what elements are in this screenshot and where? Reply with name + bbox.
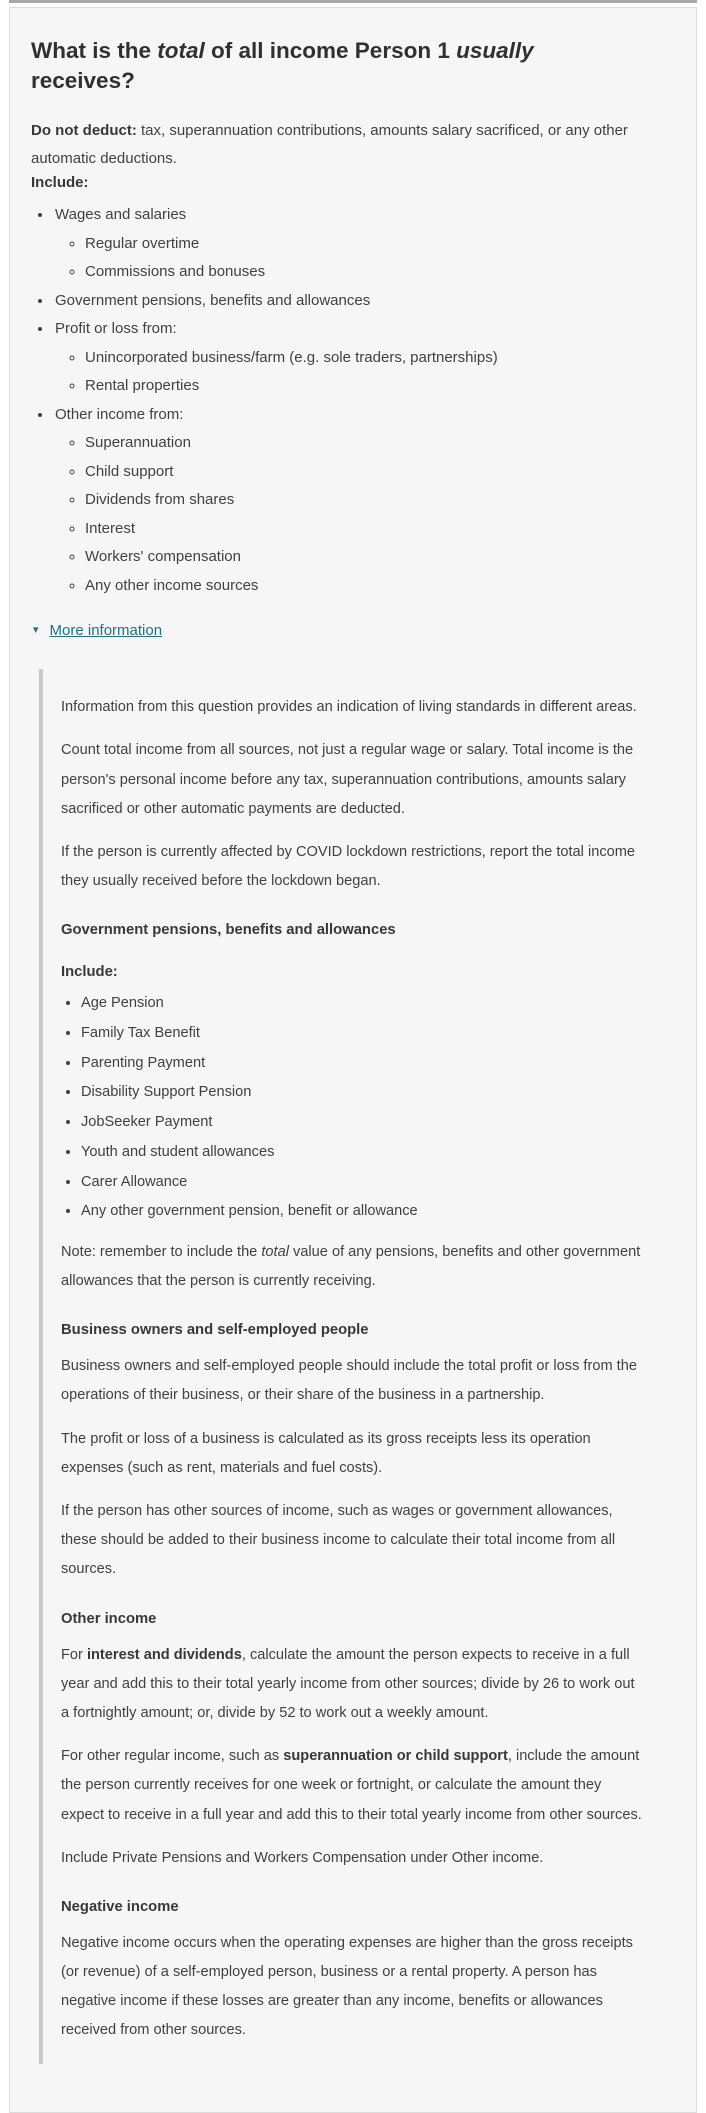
info-paragraph xyxy=(61,1641,645,1729)
info-heading: Include: xyxy=(61,964,118,981)
info-paragraph xyxy=(61,1742,645,1830)
text: What is the xyxy=(31,38,158,63)
text: For other regular income, such as xyxy=(61,1748,284,1765)
text: Count total income from all sources, not just a regular wage or salary. Total income is the person's personal income before any tax, superannuation contributions, amounts salary sacrificed or other automatic payments are deducted. xyxy=(61,742,634,817)
include-subitem: ◦ Regular overtime xyxy=(85,234,652,254)
info-paragraph xyxy=(61,1497,645,1585)
text: For xyxy=(61,1646,87,1663)
info-paragraph xyxy=(61,1238,645,1296)
include-subitem: ◦ Superannuation xyxy=(85,433,652,453)
text: Include Private Pensions and Workers Compensation under Other income. xyxy=(61,1849,544,1866)
more-information-link[interactable]: More information xyxy=(49,622,163,640)
info-paragraph xyxy=(61,736,645,824)
include-subitem: ◦ Rental properties xyxy=(85,376,652,396)
bold-text: Do not deduct: xyxy=(31,121,137,139)
include-subitem: ◦ Unincorporated business/farm (e.g. sole traders, partnerships) xyxy=(85,348,652,368)
include-subitem: ◦ Workers' compensation xyxy=(85,547,652,567)
more-information-panel xyxy=(39,669,645,2063)
include-label: Include: xyxy=(31,174,89,192)
italic-text: usually xyxy=(456,38,534,63)
italic-text: total xyxy=(157,38,205,63)
text: Negative income occurs when the operating expenses are higher than the gross receipts (or revenue) of a self-employed person, business or a rental property. A person has negative income if these losses are greater than any income, benefits or allowances received from other sources. xyxy=(61,1934,633,2039)
text: Business owners and self-employed people should include the total profit or loss from the operations of their business, or their share of the business in a partnership. xyxy=(61,1358,637,1404)
info-list-item: • Any other government pension, benefit or allowance xyxy=(81,1202,645,1222)
include-sublist xyxy=(55,234,652,282)
text: receives? xyxy=(31,68,135,94)
page-title xyxy=(31,36,643,97)
text: If the person is currently affected by COVID lockdown restrictions, report the total income they usually received before the lockdown began. xyxy=(61,844,636,890)
text: value of any pensions, benefits and other government allowances that the person is currently receiving. xyxy=(61,1243,641,1290)
question-card xyxy=(9,7,697,2113)
info-list-item: • JobSeeker Payment xyxy=(81,1113,645,1133)
top-divider xyxy=(9,0,697,3)
include-subitem: ◦ Commissions and bonuses xyxy=(85,262,652,282)
include-subitem: ◦ Interest xyxy=(85,519,652,539)
include-item: • Profit or loss from: ◦ Unincorporated business/farm (e.g. sole traders, partnerships) ◦ Rental properties xyxy=(53,319,652,396)
include-subitem: ◦ Any other income sources xyxy=(85,576,652,596)
text: of all income Person 1 xyxy=(204,38,457,63)
info-heading: Government pensions, benefits and allowances xyxy=(61,922,396,939)
info-heading: Other income xyxy=(61,1610,157,1627)
text: Information from this question provides an indication of living standards in different areas. xyxy=(61,699,637,716)
include-item: • Other income from: ◦ Superannuation ◦ Child support ◦ Dividends from shares ◦ Interest ◦ Workers' compensation ◦ Any other income sources xyxy=(53,405,652,596)
info-list-item: • Age Pension xyxy=(81,994,645,1014)
italic-text: total xyxy=(261,1243,289,1260)
info-list-item: • Youth and student allowances xyxy=(81,1143,645,1163)
text: tax, superannuation contributions, amounts salary sacrificed, or any other automatic deductions. xyxy=(31,121,628,167)
include-item: • Wages and salaries ◦ Regular overtime ◦ Commissions and bonuses xyxy=(53,205,652,282)
include-subitem: ◦ Dividends from shares xyxy=(85,490,652,510)
info-list-item: • Disability Support Pension xyxy=(81,1083,645,1103)
bold-text: interest and dividends xyxy=(86,1646,242,1663)
info-paragraph xyxy=(61,693,645,722)
info-list xyxy=(61,994,645,1222)
text: , calculate the amount the person expects to receive in a full year and add this to their total yearly income from other sources; divide by 26 to work out a fortnightly amount; or, divide by 52 to work out a weekly amount. xyxy=(61,1646,635,1721)
include-sublist xyxy=(55,433,652,595)
bold-text: superannuation or child support xyxy=(283,1748,508,1765)
info-paragraph xyxy=(61,1844,645,1873)
info-paragraph xyxy=(61,1929,645,2046)
include-list xyxy=(31,205,652,595)
info-heading: Negative income xyxy=(61,1898,179,1915)
triangle-down-icon: ▾ xyxy=(33,624,39,637)
info-paragraph xyxy=(61,838,645,896)
text: The profit or loss of a business is calculated as its gross receipts less its operation expenses (such as rent, materials and fuel costs). xyxy=(61,1430,591,1476)
text: , include the amount the person currently receives for one week or fortnight, or calculate the amount they expect to receive in a full year and add this to their total yearly income from other sources. xyxy=(61,1748,642,1823)
info-list-item: • Carer Allowance xyxy=(81,1173,645,1193)
include-item: • Government pensions, benefits and allowances xyxy=(53,291,652,311)
info-list-item: • Parenting Payment xyxy=(81,1054,645,1074)
more-information-toggle[interactable] xyxy=(33,622,652,639)
include-sublist xyxy=(55,348,652,396)
info-list-item: • Family Tax Benefit xyxy=(81,1024,645,1044)
info-paragraph xyxy=(61,1425,645,1483)
text: Note: remember to include the xyxy=(61,1243,262,1260)
info-paragraph xyxy=(61,1352,645,1410)
do-not-deduct-text xyxy=(31,117,652,173)
text: If the person has other sources of income, such as wages or government allowances, these should be added to their business income to calculate their total income from all sources. xyxy=(61,1503,616,1578)
include-subitem: ◦ Child support xyxy=(85,462,652,482)
info-heading: Business owners and self-employed people xyxy=(61,1322,369,1339)
